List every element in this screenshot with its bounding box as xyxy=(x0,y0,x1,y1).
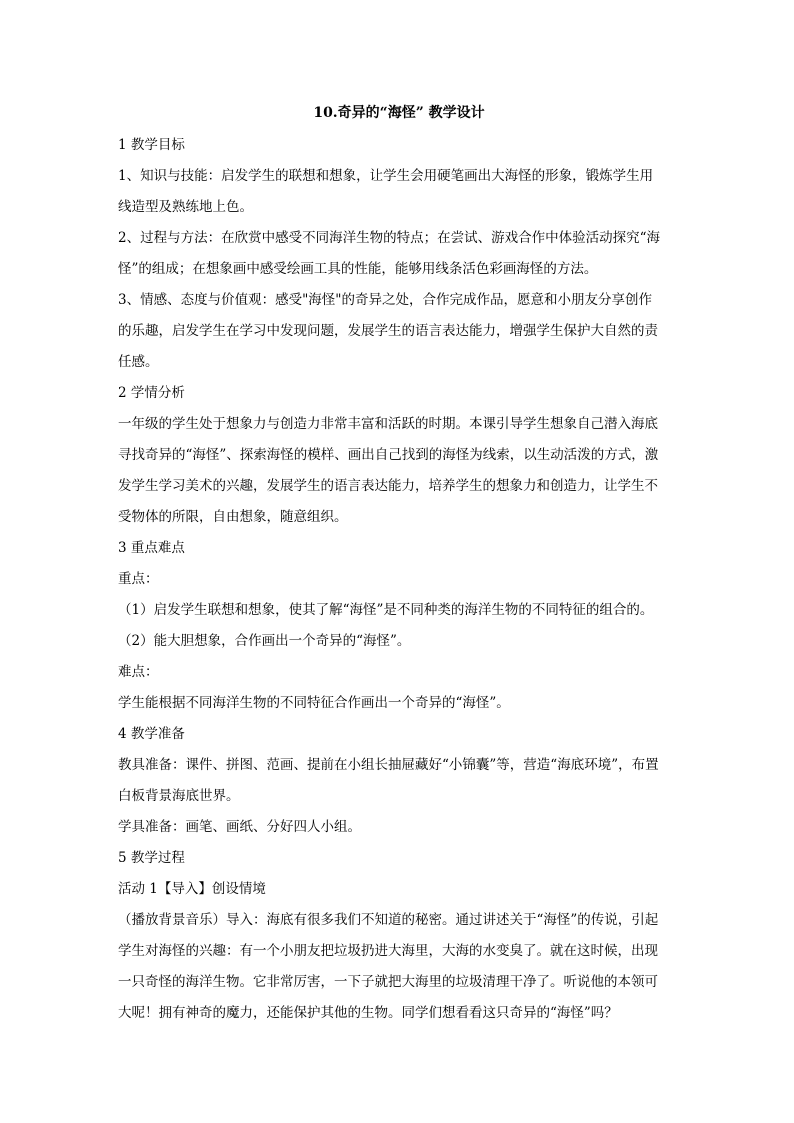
activity-heading: 活动 1【导入】创设情境 xyxy=(118,881,266,897)
paragraph-line: 怪”的组成；在想象画中感受绘画工具的性能，能够用线条活色彩画海怪的方法。 xyxy=(118,261,598,277)
paragraph-line: 学具准备：画笔、画纸、分好四人小组。 xyxy=(118,819,361,835)
document-body xyxy=(118,130,680,1029)
paragraph-line: 学生能根据不同海洋生物的不同特征合作画出一个奇异的“海怪”。 xyxy=(118,695,510,711)
paragraph-line: 教具准备：课件、拼图、范画、提前在小组长抽屉藏好“小锦囊”等，营造“海底环境”，布置 xyxy=(118,757,659,773)
document-title: 10.奇异的“海怪” 教学设计 xyxy=(313,105,485,121)
paragraph-line: 大呢！拥有神奇的魔力，还能保护其他的生物。同学们想看看这只奇异的“海怪”吗？ xyxy=(118,1005,618,1021)
paragraph-line: 一年级的学生处于想象力与创造力非常丰富和活跃的时期。本课引导学生想象自己潜入海底 xyxy=(118,416,658,432)
section-heading-preparation: 4 教学准备 xyxy=(118,726,185,742)
paragraph-line: （1）启发学生联想和想象，使其了解“海怪”是不同种类的海洋生物的不同特征的组合的。 xyxy=(118,602,654,618)
section-heading-objectives: 1 教学目标 xyxy=(118,137,185,153)
paragraph-line: 1、知识与技能：启发学生的联想和想象，让学生会用硬笔画出大海怪的形象，锻炼学生用 xyxy=(118,168,654,184)
paragraph-line: 寻找奇异的“海怪”、探索海怪的模样、画出自己找到的海怪为线索，以生动活泼的方式，激 xyxy=(118,447,659,463)
paragraph-line: 学生对海怪的兴趣：有一个小朋友把垃圾扔进大海里，大海的水变臭了。就在这时候，出现 xyxy=(118,943,658,959)
paragraph-line: （2）能大胆想象，合作画出一个奇异的“海怪”。 xyxy=(118,633,411,649)
paragraph-line: 重点： xyxy=(118,571,159,587)
paragraph-line: 受物体的所限，自由想象，随意组织。 xyxy=(118,509,348,525)
paragraph-line: 3、情感、态度与价值观：感受"海怪"的奇异之处，合作完成作品，愿意和小朋友分享创作 xyxy=(118,292,653,308)
paragraph-line: 难点： xyxy=(118,664,159,680)
paragraph-line: （播放背景音乐）导入：海底有很多我们不知道的秘密。通过讲述关于“海怪”的传说，引起 xyxy=(118,912,659,928)
paragraph-line: 线造型及熟练地上色。 xyxy=(118,199,253,215)
paragraph-line: 白板背景海底世界。 xyxy=(118,788,240,804)
paragraph-line: 的乐趣，启发学生在学习中发现问题，发展学生的语言表达能力，增强学生保护大自然的责 xyxy=(118,323,658,339)
paragraph-line: 发学生学习美术的兴趣，发展学生的语言表达能力，培养学生的想象力和创造力，让学生不 xyxy=(118,478,658,494)
section-heading-analysis: 2 学情分析 xyxy=(118,385,185,401)
paragraph-line: 2、过程与方法：在欣赏中感受不同海洋生物的特点；在尝试、游戏合作中体验活动探究“海 xyxy=(118,230,660,246)
paragraph-line: 一只奇怪的海洋生物。它非常厉害，一下子就把大海里的垃圾清理干净了。听说他的本领可 xyxy=(118,974,658,990)
section-heading-process: 5 教学过程 xyxy=(118,850,185,866)
section-heading-key-points: 3 重点难点 xyxy=(118,540,185,556)
paragraph-line: 任感。 xyxy=(118,354,159,370)
